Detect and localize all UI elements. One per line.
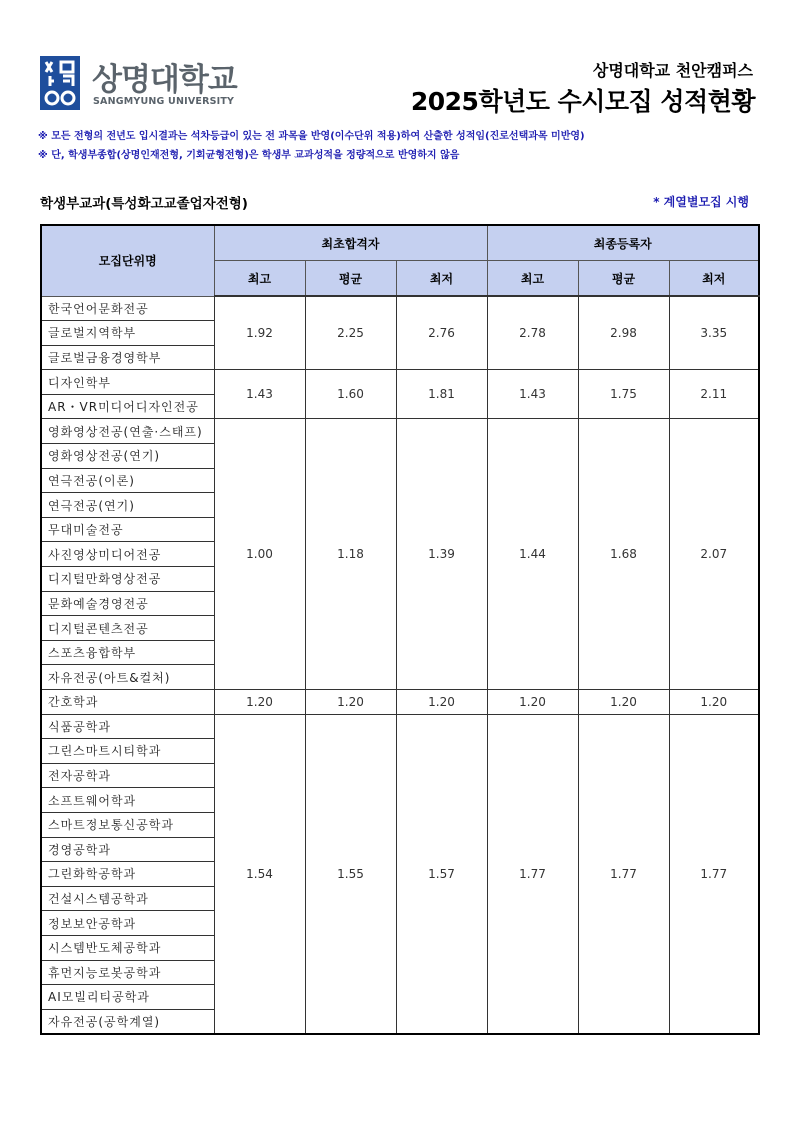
- notes: [38, 127, 585, 165]
- header-final-registrants: 최종등록자: [487, 225, 759, 261]
- grade-initial-min: 1.39: [396, 419, 487, 690]
- unit-name: 그린스마트시티학과: [41, 739, 214, 764]
- unit-name: 정보보안공학과: [41, 911, 214, 936]
- unit-name: 소프트웨어학과: [41, 788, 214, 813]
- table-row: [41, 690, 759, 715]
- unit-name: 식품공학과: [41, 714, 214, 739]
- header-initial-avg: 평균: [305, 261, 396, 297]
- unit-name: AI모빌리티공학과: [41, 985, 214, 1010]
- grade-final-avg: 1.20: [578, 690, 669, 715]
- unit-name: 글로벌지역학부: [41, 321, 214, 346]
- unit-name: 무대미술전공: [41, 517, 214, 542]
- campus-name: 상명대학교 천안캠퍼스: [592, 61, 753, 80]
- grade-initial-min: 1.20: [396, 690, 487, 715]
- unit-name: 건설시스템공학과: [41, 886, 214, 911]
- unit-name: 사진영상미디어전공: [41, 542, 214, 567]
- unit-name: 디지털만화영상전공: [41, 567, 214, 592]
- header-final-min: 최저: [669, 261, 759, 297]
- unit-name: 영화영상전공(연기): [41, 444, 214, 469]
- header-initial-admits: 최초합격자: [214, 225, 487, 261]
- section-note: * 계열별모집 시행: [653, 195, 749, 209]
- unit-name: 스포츠융합학부: [41, 640, 214, 665]
- grade-final-avg: 1.68: [578, 419, 669, 690]
- grade-initial-avg: 1.55: [305, 714, 396, 1034]
- unit-name: 스마트정보통신공학과: [41, 812, 214, 837]
- unit-name: 디지털콘텐츠전공: [41, 616, 214, 641]
- grade-final-min: 2.11: [669, 370, 759, 419]
- table-row: [41, 419, 759, 444]
- unit-name: 연극전공(연기): [41, 493, 214, 518]
- grade-final-min: 1.20: [669, 690, 759, 715]
- unit-name: 휴먼지능로봇공학과: [41, 960, 214, 985]
- grade-final-avg: 2.98: [578, 296, 669, 370]
- page-title: 2025학년도 수시모집 성적현황: [410, 87, 755, 116]
- table-row: [41, 370, 759, 395]
- unit-name: 디자인학부: [41, 370, 214, 395]
- grade-initial-max: 1.43: [214, 370, 305, 419]
- unit-name: 글로벌금융경영학부: [41, 345, 214, 370]
- section-title: 학생부교과(특성화고교졸업자전형): [40, 196, 248, 212]
- unit-name: 간호학과: [41, 690, 214, 715]
- header-final-avg: 평균: [578, 261, 669, 297]
- grade-final-min: 1.77: [669, 714, 759, 1034]
- unit-name: 연극전공(이론): [41, 468, 214, 493]
- header-initial-max: 최고: [214, 261, 305, 297]
- grade-final-max: 1.77: [487, 714, 578, 1034]
- header-unit: 모집단위명: [41, 225, 214, 296]
- table-row: [41, 296, 759, 321]
- grade-final-max: 2.78: [487, 296, 578, 370]
- grade-initial-avg: 1.20: [305, 690, 396, 715]
- grade-initial-avg: 2.25: [305, 296, 396, 370]
- unit-name: 문화예술경영전공: [41, 591, 214, 616]
- header-final-max: 최고: [487, 261, 578, 297]
- logo-emblem-icon: [40, 56, 80, 110]
- unit-name: 자유전공(공학계열): [41, 1009, 214, 1034]
- grade-initial-min: 2.76: [396, 296, 487, 370]
- unit-name: AR・VR미디어디자인전공: [41, 394, 214, 419]
- unit-name: 영화영상전공(연출·스태프): [41, 419, 214, 444]
- grade-final-min: 2.07: [669, 419, 759, 690]
- grade-final-max: 1.20: [487, 690, 578, 715]
- logo-korean-name: 상명대학교: [92, 62, 237, 98]
- grade-initial-max: 1.00: [214, 419, 305, 690]
- grade-final-avg: 1.75: [578, 370, 669, 419]
- unit-name: 경영공학과: [41, 837, 214, 862]
- unit-name: 전자공학과: [41, 763, 214, 788]
- unit-name: 그린화학공학과: [41, 862, 214, 887]
- note-line: ※ 단, 학생부종합(상명인재전형, 기회균형전형)은 학생부 교과성적을 정량적으로 반영하지 않음: [38, 150, 460, 161]
- grade-initial-avg: 1.18: [305, 419, 396, 690]
- unit-name: 한국언어문화전공: [41, 296, 214, 321]
- note-line: ※ 모든 전형의 전년도 입시결과는 석차등급이 있는 전 과목을 반영(이수단위 적용)하여 산출한 성적임(진로선택과목 미반영): [38, 131, 585, 142]
- header-initial-min: 최저: [396, 261, 487, 297]
- university-logo: [40, 56, 237, 110]
- grade-initial-avg: 1.60: [305, 370, 396, 419]
- logo-english-name: SANGMYUNG UNIVERSITY: [93, 96, 235, 107]
- grade-initial-max: 1.54: [214, 714, 305, 1034]
- grades-table: [40, 224, 760, 1035]
- grade-final-max: 1.44: [487, 419, 578, 690]
- unit-name: 시스템반도체공학과: [41, 935, 214, 960]
- grade-initial-min: 1.81: [396, 370, 487, 419]
- unit-name: 자유전공(아트&컬처): [41, 665, 214, 690]
- grade-final-avg: 1.77: [578, 714, 669, 1034]
- table-row: [41, 714, 759, 739]
- grade-initial-min: 1.57: [396, 714, 487, 1034]
- grade-final-max: 1.43: [487, 370, 578, 419]
- grade-initial-max: 1.92: [214, 296, 305, 370]
- table-body: [41, 296, 759, 1034]
- grade-initial-max: 1.20: [214, 690, 305, 715]
- grade-final-min: 3.35: [669, 296, 759, 370]
